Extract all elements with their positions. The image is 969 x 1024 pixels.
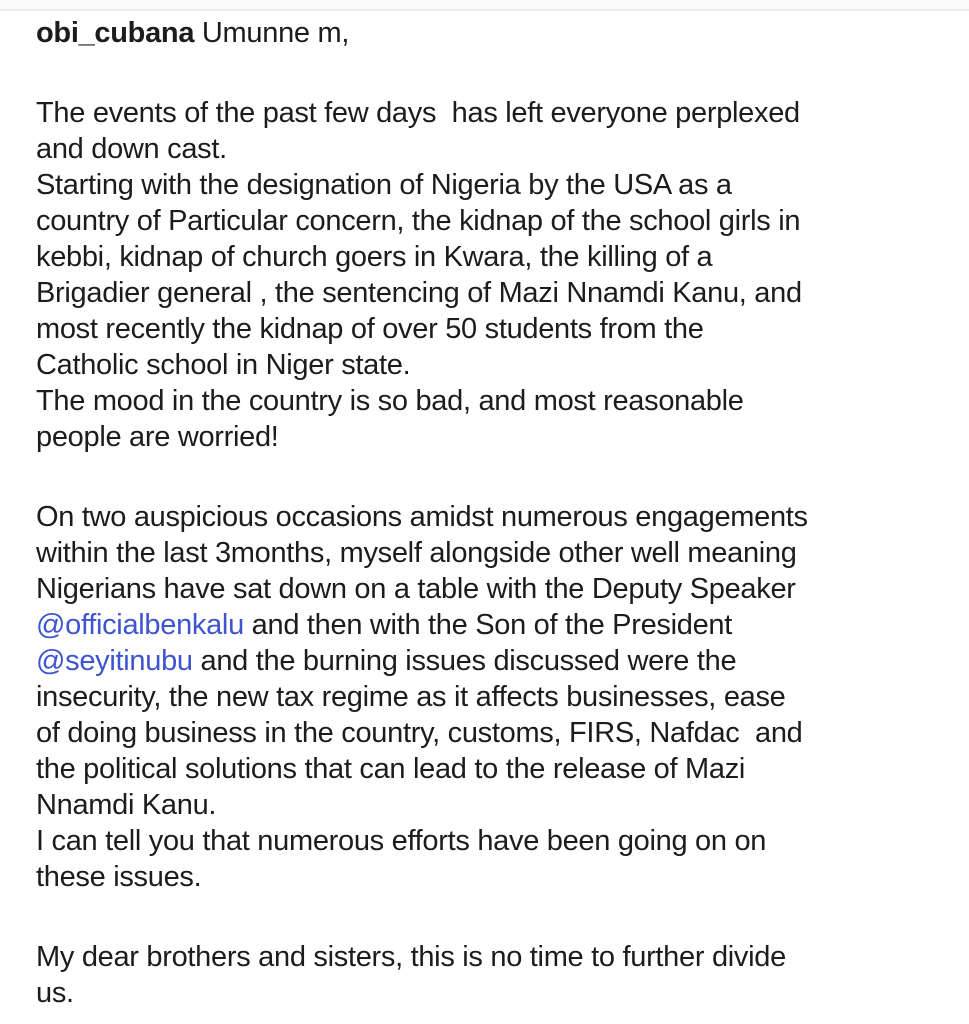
caption-line [36, 275, 935, 311]
caption-text: insecurity, the new tax regime as it affects businesses, ease [36, 681, 786, 713]
caption-line [36, 823, 935, 859]
caption-line [36, 203, 935, 239]
caption-line [36, 679, 935, 715]
caption-line [36, 571, 935, 607]
caption-text: and the burning issues discussed were the [192, 645, 737, 677]
caption-text: within the last 3months, myself alongside other well meaning [36, 537, 797, 569]
caption-text: Nnamdi Kanu. [36, 789, 217, 821]
caption-line [36, 535, 935, 571]
caption-line [36, 859, 935, 895]
caption-text: The events of the past few days has left everyone perplexed [36, 97, 800, 129]
caption-line [36, 95, 935, 131]
caption-blank-line [36, 51, 935, 95]
caption-line [36, 347, 935, 383]
caption-text: Starting with the designation of Nigeria by the USA as a [36, 169, 732, 201]
caption-line [36, 419, 935, 455]
caption-text: country of Particular concern, the kidnap of the school girls in [36, 205, 801, 237]
caption-line [36, 715, 935, 751]
caption-line [36, 311, 935, 347]
caption-text: On two auspicious occasions amidst numerous engagements [36, 501, 808, 533]
caption-line [36, 607, 935, 643]
mention-link[interactable]: @officialbenkalu [36, 609, 244, 641]
caption-text: and down cast. [36, 133, 227, 165]
caption-line [36, 939, 935, 975]
caption-text: these issues. [36, 861, 202, 893]
caption-text: I can tell you that numerous efforts have been going on on [36, 825, 767, 857]
caption-blank-line [36, 895, 935, 939]
caption-text: of doing business in the country, customs, FIRS, Nafdac and [36, 717, 803, 749]
caption-line [36, 499, 935, 535]
mention-link[interactable]: @seyitinubu [36, 645, 193, 677]
caption-text: Catholic school in Niger state. [36, 349, 411, 381]
caption-lines [36, 15, 935, 1011]
caption-blank-line [36, 455, 935, 499]
top-divider-strip [0, 0, 969, 11]
caption-line [36, 975, 935, 1011]
caption-line [36, 15, 935, 51]
caption-text: Umunne m, [194, 17, 350, 49]
caption-line [36, 383, 935, 419]
caption-text: Nigerians have sat down on a table with the Deputy Speaker [36, 573, 796, 605]
caption-text: the political solutions that can lead to the release of Mazi [36, 753, 746, 785]
caption-line [36, 167, 935, 203]
caption-line [36, 751, 935, 787]
caption-text: most recently the kidnap of over 50 students from the [36, 313, 704, 345]
caption-line [36, 787, 935, 823]
caption-text: Brigadier general , the sentencing of Mazi Nnamdi Kanu, and [36, 277, 802, 309]
caption-text: The mood in the country is so bad, and most reasonable [36, 385, 744, 417]
caption-text: us. [36, 977, 74, 1009]
caption-text: My dear brothers and sisters, this is no time to further divide [36, 941, 786, 973]
username-link[interactable]: obi_cubana [36, 17, 195, 49]
post-caption [0, 11, 969, 1011]
caption-line [36, 131, 935, 167]
caption-text: people are worried! [36, 421, 279, 453]
caption-text: and then with the Son of the President [243, 609, 732, 641]
caption-line [36, 643, 935, 679]
caption-text: kebbi, kidnap of church goers in Kwara, the killing of a [36, 241, 713, 273]
caption-line [36, 239, 935, 275]
